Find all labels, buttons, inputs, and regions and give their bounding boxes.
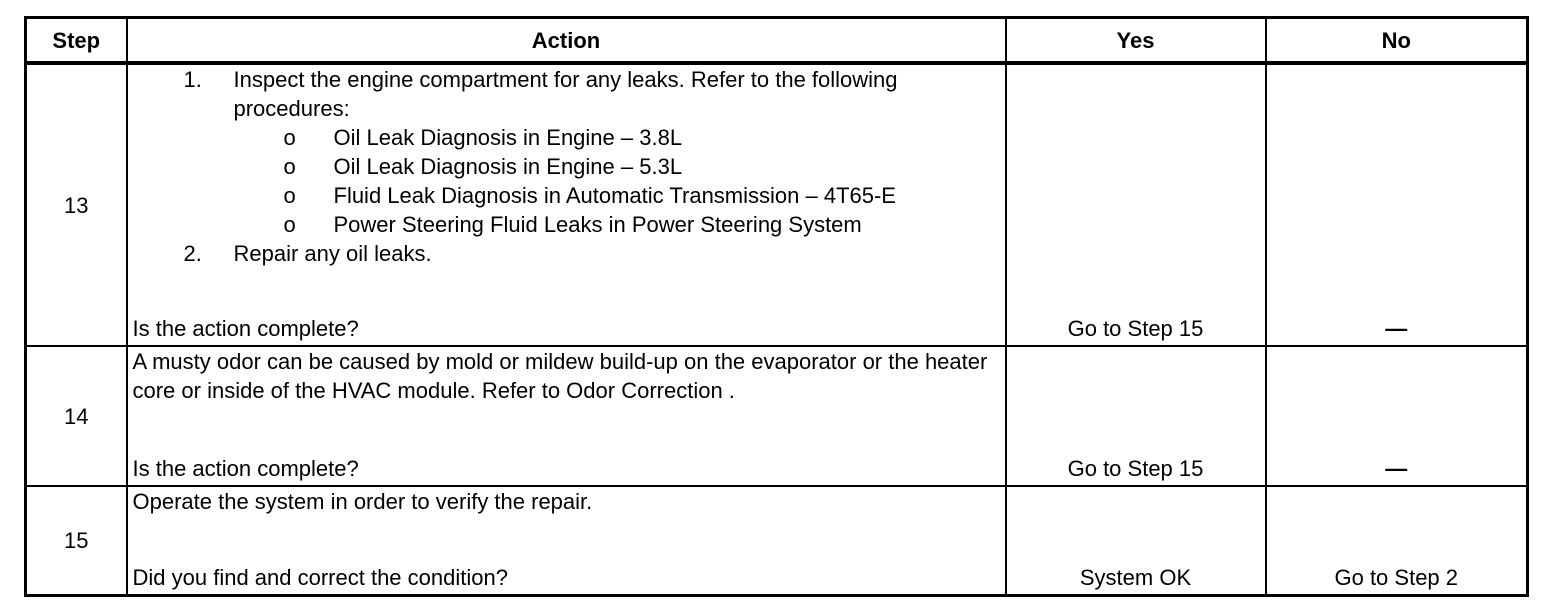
list-item-text: Inspect the engine compartment for any leaks. Refer to the following procedures: [233, 67, 898, 121]
procedure-link-text[interactable]: Oil Leak Diagnosis in Engine – 3.8L [333, 125, 683, 150]
header-yes: Yes [1006, 18, 1266, 64]
bullet-icon: o [283, 183, 296, 208]
list-item [133, 65, 999, 239]
procedure-list [234, 123, 999, 239]
no-result [1266, 346, 1528, 486]
table-row [26, 63, 1528, 346]
table-row [26, 346, 1528, 486]
procedure-link-text[interactable]: Power Steering Fluid Leaks in Power Steering System [333, 212, 862, 237]
procedure-item [234, 210, 999, 239]
procedure-item [234, 152, 999, 181]
list-item-number: 1. [183, 67, 202, 92]
bullet-icon: o [283, 125, 296, 150]
action-description: A musty odor can be caused by mold or mildew build-up on the evaporator or the heater core or inside of the HVAC module. Refer to Odor Correction . [132, 349, 988, 403]
procedure-link-text[interactable]: Fluid Leak Diagnosis in Automatic Transmission – 4T65-E [333, 183, 896, 208]
yes-result: System OK [1006, 486, 1266, 596]
procedure-item [234, 123, 999, 152]
bullet-icon: o [283, 154, 296, 179]
action-steps-list [133, 65, 999, 268]
bullet-icon: o [283, 212, 296, 237]
header-step: Step [26, 18, 127, 64]
no-result-dash: — [1385, 316, 1408, 341]
step-number: 14 [26, 346, 127, 486]
diagnostic-table [24, 16, 1529, 597]
action-question: Is the action complete? [132, 316, 359, 341]
header-action: Action [127, 18, 1006, 64]
list-item [133, 239, 999, 268]
yes-result[interactable]: Go to Step 15 [1006, 346, 1266, 486]
action-question: Did you find and correct the condition? [132, 565, 508, 590]
procedure-item [234, 181, 999, 210]
no-result-dash: — [1385, 456, 1408, 481]
list-item-text: Repair any oil leaks. [233, 241, 432, 266]
action-cell [127, 346, 1006, 486]
no-result[interactable]: Go to Step 2 [1266, 486, 1528, 596]
step-number: 13 [26, 63, 127, 346]
action-cell [127, 63, 1006, 346]
action-question: Is the action complete? [132, 456, 359, 481]
action-cell [127, 486, 1006, 596]
step-number: 15 [26, 486, 127, 596]
header-no: No [1266, 18, 1528, 64]
action-description: Operate the system in order to verify the repair. [132, 489, 593, 514]
header-row [26, 18, 1528, 64]
procedure-link-text[interactable]: Oil Leak Diagnosis in Engine – 5.3L [333, 154, 683, 179]
yes-result[interactable]: Go to Step 15 [1006, 63, 1266, 346]
list-item-number: 2. [183, 241, 202, 266]
no-result [1266, 63, 1528, 346]
table-row [26, 486, 1528, 596]
